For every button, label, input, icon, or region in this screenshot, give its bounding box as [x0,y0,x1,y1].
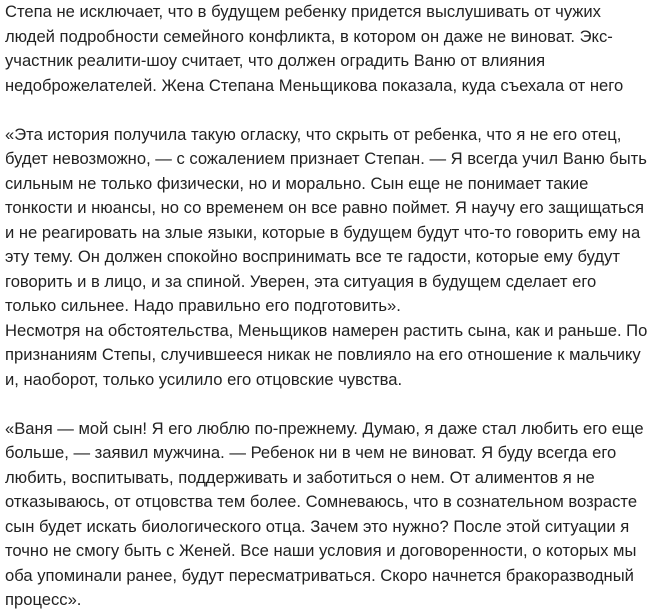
paragraph-quote-stepan-1: «Эта история получила такую огласку, что скрыть от ребенка, что я не его отец, будет невозможно, — с сожалением признает Степан. — Я всегда учил Ваню быть сильным не только физически, но и морально. Сын еще не понимает такие тонкости и нюансы, но со временем он все равно поймет. Я научу его защищаться и не реагировать на злые языки, которые в будущем будут что-то говорить ему на эту тему. Он должен спокойно воспринимать все те гадости, которые ему будут говорить и в лицо, и за спиной. Уверен, эта ситуация в будущем сделает его только сильнее. Надо правильно его подготовить». [5,124,647,315]
paragraph-quote-stepan-2: «Ваня — мой сын! Я его люблю по-прежнему. Думаю, я даже стал любить его еще больше, — заявил мужчина. — Ребенок ни в чем не виноват. Я буду всегда его любить, воспитывать, поддерживать и заботиться о нем. От алиментов я не отказываюсь, от отцовства тем более. Сомневаюсь, что в сознательном возрасте сын будет искать биологического отца. Зачем это нужно? После этой ситуации я точно не смогу быть с Женей. Все наши условия и договоренности, о которых мы оба упоминали ранее, будут пересматриваться. Скоро начнется бракоразводный процесс». [5,418,644,609]
paragraph-spacer [5,392,664,417]
paragraph-spacer [5,98,664,123]
paragraph-narrative: Несмотря на обстоятельства, Меньщиков намерен растить сына, как и раньше. По признаниям Степы, случившееся никак не повлияло на его отношение к мальчику и, наоборот, только усилило его отцовские чувства. [5,320,648,389]
paragraph-intro: Степа не исключает, что в будущем ребенку придется выслушивать от чужих людей подробности семейного конфликта, в котором он даже не виноват. Экс- участник реалити-шоу считает, что должен оградить Ваню от влияния недоброжелателей. Жена Степана Меньщикова показала, куда съехала от него [5,2,624,95]
